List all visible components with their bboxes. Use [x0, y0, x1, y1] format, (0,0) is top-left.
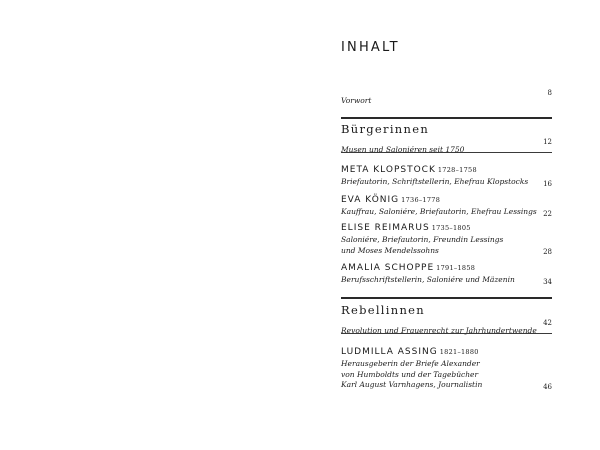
- entry-description: Kauffrau, Saloniére, Briefautorin, Ehefrau Lessings: [341, 207, 537, 216]
- entry-page: 46: [543, 382, 552, 391]
- part-subtitle: Musen und Saloniéren seit 1750: [341, 145, 465, 154]
- entry-dates: 1735–1805: [431, 224, 471, 232]
- part-subtitle-row: [341, 318, 552, 337]
- entry-rule: [341, 333, 552, 334]
- toc-entry[interactable]: [341, 339, 552, 391]
- part-rule: [341, 297, 552, 299]
- entry-name: ELISE REIMARUS: [341, 223, 430, 233]
- entry-description: Karl August Varnhagens, Journalistin: [341, 380, 483, 389]
- part-page: 42: [543, 319, 552, 327]
- part-subtitle: Revolution und Frauenrecht zur Jahrhundertwende: [341, 326, 537, 335]
- entry-dates: 1728–1758: [437, 166, 477, 174]
- part-heading[interactable]: Rebellinnen: [341, 303, 425, 317]
- toc-entry-preface[interactable]: [341, 88, 552, 107]
- part-subtitle-row: [341, 137, 552, 156]
- preface-page: 8: [547, 89, 552, 97]
- entry-dates: 1791–1858: [436, 264, 476, 272]
- toc-entry[interactable]: [341, 157, 552, 188]
- toc-entry[interactable]: [341, 255, 552, 286]
- entry-page: 22: [543, 209, 552, 218]
- entry-dates: 1736–1778: [401, 196, 441, 204]
- preface-label: Vorwort: [341, 96, 372, 105]
- entry-name: META KLOPSTOCK: [341, 165, 436, 175]
- entry-page: 16: [543, 179, 552, 188]
- entry-page: 28: [543, 248, 552, 256]
- toc-entry[interactable]: [341, 215, 552, 256]
- entry-description: von Humboldts und der Tagebücher: [341, 369, 479, 379]
- part-page: 12: [543, 138, 552, 146]
- entry-description: Berufsschriftstellerin, Saloniére und Mäzenin: [341, 275, 515, 284]
- entry-name: EVA KÖNIG: [341, 195, 400, 205]
- part-heading[interactable]: Bürgerinnen: [341, 122, 430, 136]
- entry-description: Herausgeberin der Briefe Alexander: [341, 359, 480, 368]
- entry-dates: 1821–1880: [439, 348, 479, 356]
- entry-description: und Moses Mendelssohns: [341, 245, 439, 255]
- entry-description: Briefautorin, Schriftstellerin, Ehefrau Klopstocks: [341, 177, 529, 186]
- toc-title: INHALT: [341, 40, 400, 55]
- part-rule: [341, 117, 552, 119]
- entry-name: LUDMILLA ASSING: [341, 347, 438, 357]
- toc-entry[interactable]: [341, 187, 552, 218]
- entry-rule: [341, 152, 552, 153]
- entry-page: 34: [543, 277, 552, 286]
- entry-description: Saloniére, Briefautorin, Freundin Lessings: [341, 235, 504, 244]
- entry-name: AMALIA SCHOPPE: [341, 263, 435, 273]
